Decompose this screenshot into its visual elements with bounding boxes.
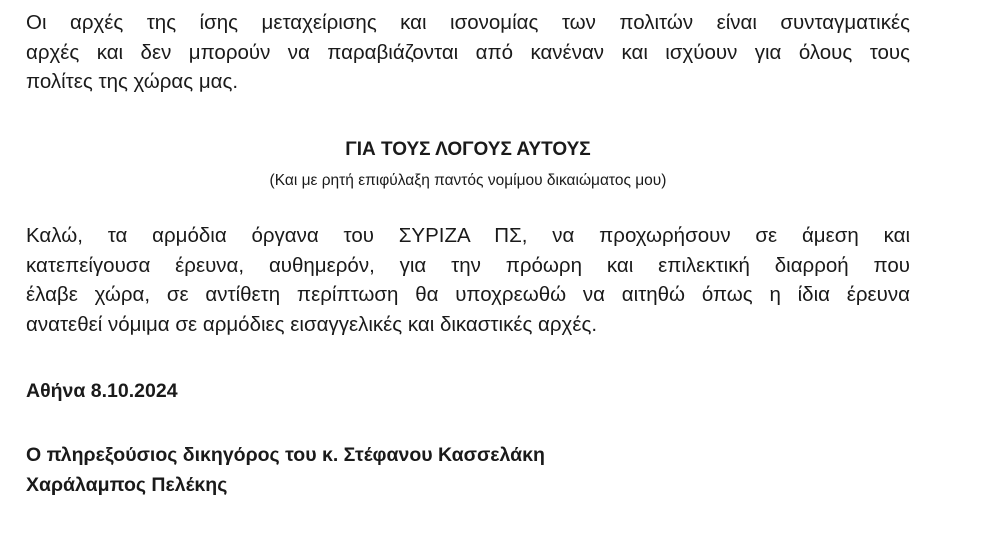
signatory-title: Ο πληρεξούσιος δικηγόρος του κ. Στέφανου Κασσελάκη [26, 444, 545, 466]
heading-block [26, 138, 910, 192]
paragraph-line: πολίτες της χώρας μας. [26, 70, 239, 93]
section-subheading: (Και με ρητή επιφύλαξη παντός νομίμου δικαιώματος μου) [269, 172, 667, 189]
paragraph-line: αρχές και δεν μπορούν να παραβιάζονται από κανέναν και ισχύουν για όλους τους [26, 40, 910, 64]
paragraph-request [26, 221, 910, 339]
section-heading: ΓΙΑ ΤΟΥΣ ΛΟΓΟΥΣ ΑΥΤΟΥΣ [345, 139, 591, 160]
paragraph-line: Καλώ, τα αρμόδια όργανα του ΣΥΡΙΖΑ ΠΣ, να προχωρήσουν σε άμεση και [26, 224, 910, 247]
document-date: Αθήνα 8.10.2024 [26, 380, 178, 402]
paragraph-equality [26, 8, 910, 97]
paragraph-line: έλαβε χώρα, σε αντίθετη περίπτωση θα υποχρεωθώ να αιτηθώ όπως η ίδια έρευνα [26, 283, 910, 306]
paragraph-line: Οι αρχές της ίσης μεταχείρισης και ισονομίας των πολιτών είναι συνταγματικές [26, 11, 910, 34]
signatory-name: Χαράλαμπος Πελέκης [26, 474, 228, 496]
paragraph-line: κατεπείγουσα έρευνα, αυθημερόν, για την πρόωρη και επιλεκτική διαρροή που [26, 253, 910, 277]
paragraph-line: ανατεθεί νόμιμα σε αρμόδιες εισαγγελικές και δικαστικές αρχές. [26, 312, 598, 336]
